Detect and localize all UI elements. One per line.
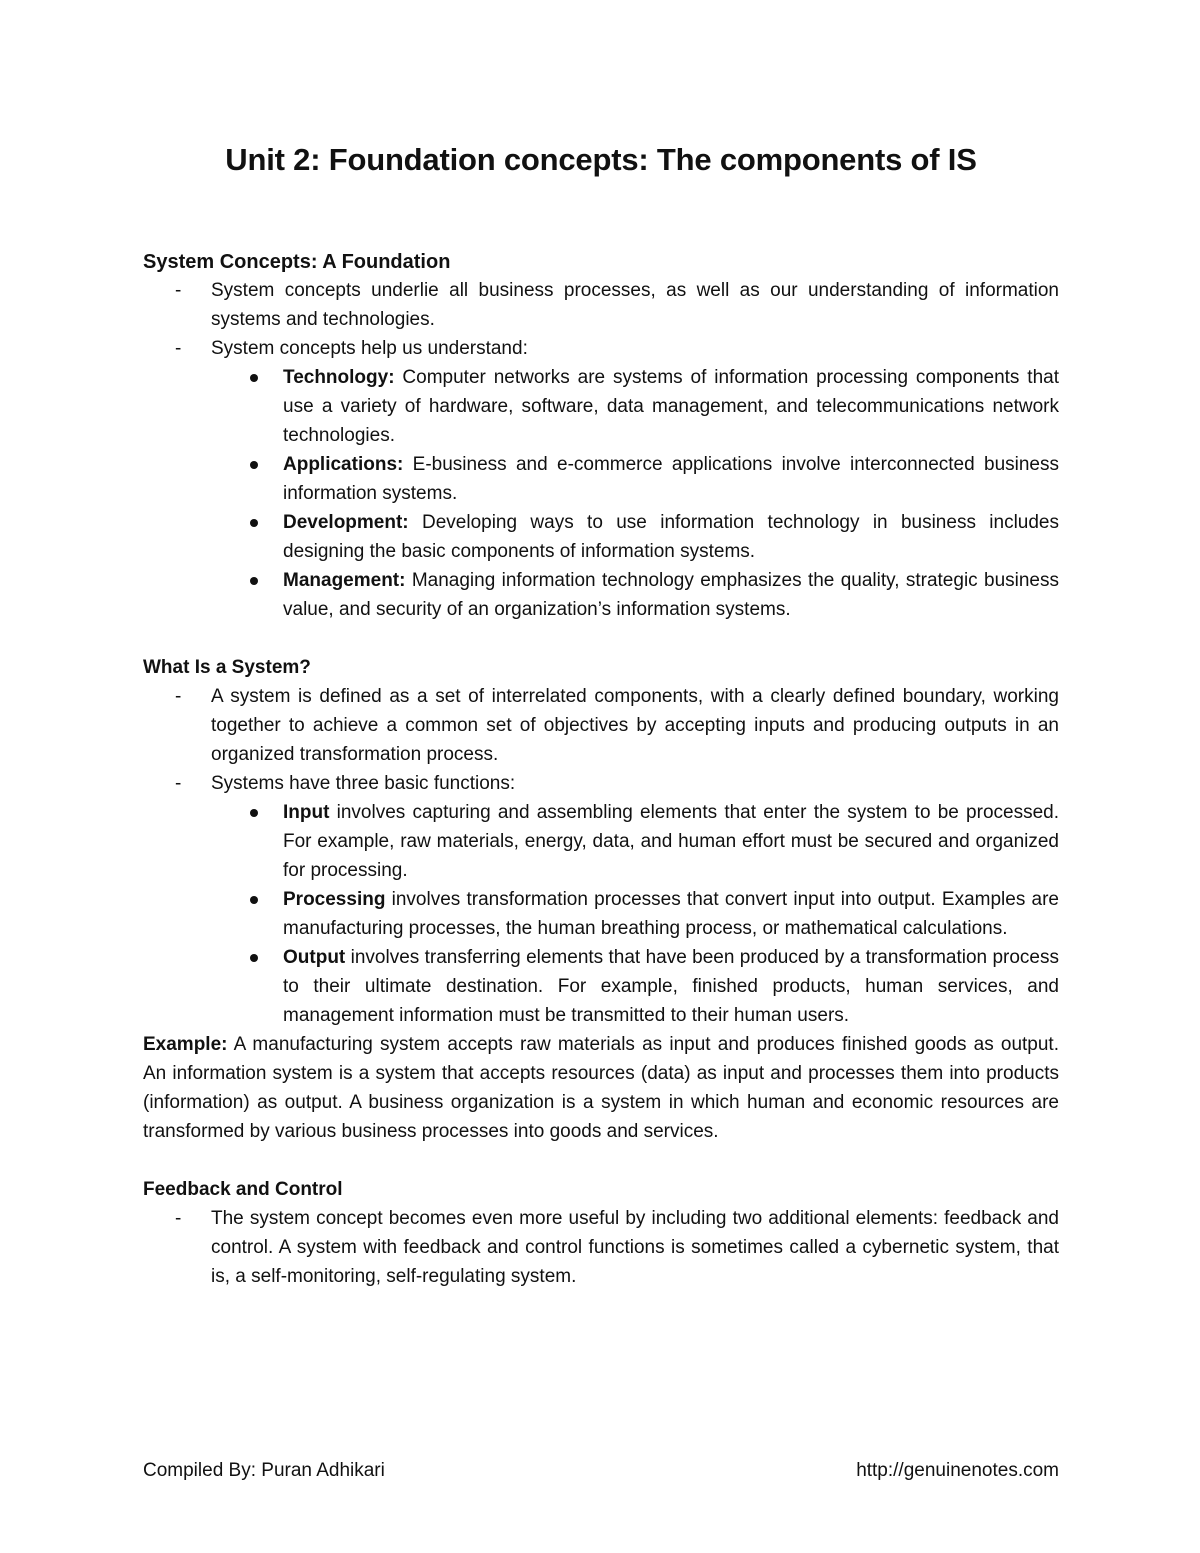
list-item — [143, 798, 1059, 885]
bullet-term: Development: — [283, 512, 409, 533]
bullet-term: Processing — [283, 889, 386, 910]
dash-marker: - — [175, 1208, 182, 1229]
example-paragraph — [143, 1030, 1059, 1146]
bullet-term: Applications: — [283, 454, 404, 475]
list-item — [143, 682, 1059, 769]
bullet-text: involves transferring elements that have been produced by a transformation process to their ultimate destination. For example, finished products, human services, and management information must be transmitted to their human users. — [283, 947, 1059, 1026]
dash-item-text: A system is defined as a set of interrelated components, with a clearly defined boundary, working together to achieve a common set of objectives by accepting inputs and producing outputs in an organized transformation process. — [211, 686, 1059, 765]
bullet-term: Input — [283, 802, 330, 823]
section2-dash-list — [143, 682, 1059, 798]
section1-dash-list — [143, 276, 1059, 363]
bullet-text: Computer networks are systems of information processing components that use a variety of hardware, software, data management, and telecommunications network technologies. — [283, 367, 1059, 446]
section1-bullet-list — [143, 363, 1059, 624]
dash-marker: - — [175, 338, 182, 359]
list-item — [143, 566, 1059, 624]
list-item — [143, 334, 1059, 363]
bullet-text: involves capturing and assembling elements that enter the system to be processed. For example, raw materials, energy, data, and human effort must be secured and organized for processing. — [283, 802, 1059, 881]
example-term: Example: — [143, 1034, 228, 1055]
list-item — [143, 508, 1059, 566]
bullet-icon — [250, 577, 258, 585]
list-item — [143, 1204, 1059, 1291]
dash-marker: - — [175, 686, 182, 707]
dash-marker: - — [175, 280, 182, 301]
section2-bullet-list — [143, 798, 1059, 1030]
bullet-icon — [250, 896, 258, 904]
section-heading-feedback-and-control: Feedback and Control — [143, 1179, 343, 1200]
list-item — [143, 276, 1059, 334]
example-text: A manufacturing system accepts raw materials as input and produces finished goods as output. An information system is a system that accepts resources (data) as input and processes them into products (information) as output. A business organization is a system in which human and economic resources are transformed by various business processes into goods and services. — [143, 1034, 1059, 1142]
footer-author: Compiled By: Puran Adhikari — [143, 1460, 385, 1481]
list-item — [143, 450, 1059, 508]
list-item — [143, 363, 1059, 450]
bullet-icon — [250, 461, 258, 469]
bullet-text: Managing information technology emphasizes the quality, strategic business value, and security of an organization’s information systems. — [283, 570, 1059, 620]
footer-url: http://genuinenotes.com — [856, 1460, 1059, 1481]
dash-item-text: System concepts help us understand: — [211, 338, 528, 359]
list-item — [143, 885, 1059, 943]
section-heading-system-concepts: System Concepts: A Foundation — [143, 251, 451, 273]
bullet-text: involves transformation processes that convert input into output. Examples are manufacturing processes, the human breathing process, or mathematical calculations. — [283, 889, 1059, 939]
list-item — [143, 769, 1059, 798]
bullet-icon — [250, 374, 258, 382]
bullet-text: Developing ways to use information technology in business includes designing the basic components of information systems. — [283, 512, 1059, 562]
section-heading-what-is-a-system: What Is a System? — [143, 657, 311, 678]
dash-item-text: Systems have three basic functions: — [211, 773, 516, 794]
bullet-term: Management: — [283, 570, 406, 591]
bullet-text: E-business and e-commerce applications involve interconnected business information systems. — [283, 454, 1059, 504]
section3-dash-list — [143, 1204, 1059, 1291]
bullet-icon — [250, 954, 258, 962]
bullet-term: Output — [283, 947, 346, 968]
dash-item-text: System concepts underlie all business processes, as well as our understanding of information systems and technologies. — [211, 280, 1059, 330]
page-title: Unit 2: Foundation concepts: The components of IS — [225, 142, 977, 177]
document-page — [143, 140, 1059, 1291]
bullet-icon — [250, 519, 258, 527]
bullet-term: Technology: — [283, 367, 395, 388]
list-item — [143, 943, 1059, 1030]
dash-marker: - — [175, 773, 182, 794]
bullet-icon — [250, 809, 258, 817]
dash-item-text: The system concept becomes even more useful by including two additional elements: feedback and control. A system with feedback and control functions is sometimes called a cybernetic system, that is, a self-monitoring, self-regulating system. — [211, 1208, 1059, 1287]
